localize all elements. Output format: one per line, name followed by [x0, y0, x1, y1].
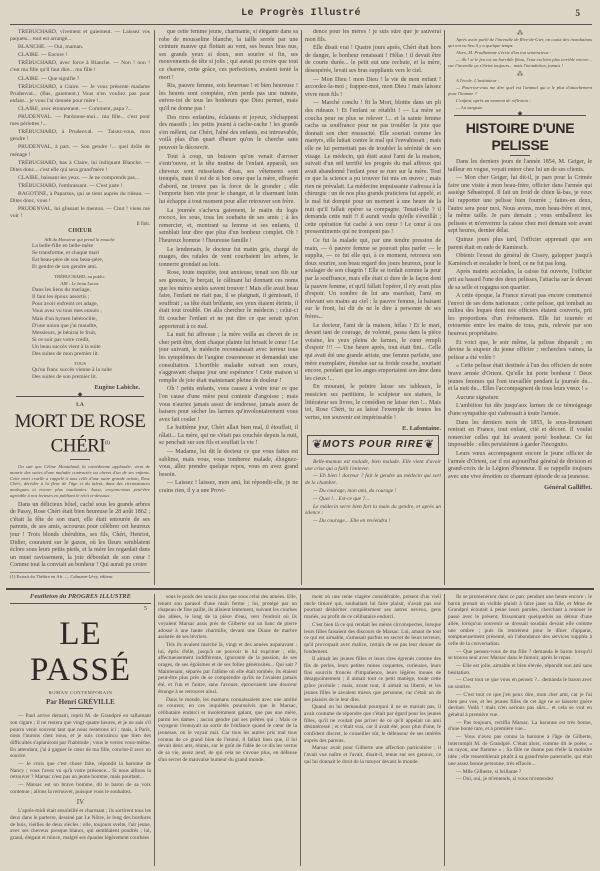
dialogue-line: TRÉBUCHARD, à Claire. — Je vous présente madame Prudenval... (Bas, gaiement.) Vous n'en vouliez pas pour enfant... je vous l'ai donnée pour mère !... — [10, 83, 150, 104]
column-rule — [444, 30, 445, 585]
mots-pour-rire-banner — [307, 435, 439, 455]
paragraph: Quand on lui demandait pourquoi il ne se mariait pas, il avait coutume de répondre que c'était par égard pour les jeunes filles, qu'il ne voulait pas priver de ce qu'il appelait un ami désintéressé ; et c'était vrai, car il avait été, pour plus d'une, le confident discret, le conseiller sûr, le défenseur de ses intérêts auprès des parents. — [304, 704, 441, 744]
pelisse-body — [448, 159, 592, 481]
signature-labiche: Eugène Labiche. — [94, 384, 140, 392]
paragraph: Des rires enfantins, éclatants et joyeux, s'échappent des massifs ; les petits jouent à cache-cache ! les grands s'en mêlent, car Chéri, l'aîné des enfants, est introuvable, voilà plus d'un quart d'heure qu'on le cherche sans pouvoir le découvrir. — [159, 114, 298, 151]
top-column-1 — [10, 29, 150, 585]
asterism-icon: ⁂ — [516, 70, 524, 78]
asterism-icon: ⁂ — [516, 29, 524, 37]
ornament-divider — [454, 115, 586, 116]
paragraph: Et voici que, le soir même, la pelisse disparaît ; on devine la stupeur du jeune officier ; recherches vaines, la pelisse a été volée ! — [448, 339, 592, 361]
feuilleton-number: 5 — [144, 605, 147, 612]
top-column-4 — [448, 29, 592, 585]
paragraph: Le lendemain, le docteur fut matin gris, chargé de nuages, des rafales de vent courbaient les arbres, le tonnerre grondait au loin. — [159, 246, 298, 268]
paragraph: Il aimait les jeunes filles et leurs rires égrenés comme des fils de perles, leurs petites mines coquettes, curieuses, leurs fins sourcils froncés d'impatience, leurs légères moues de désappointement ; il aimait tout ce petit manège, toute cette grâce juvénile ; mais, avant tout, il aimait sa liberté, et les jeunes filles le savaient mieux que personne, car c'était un de ses plaisirs de le leur dire. — [304, 656, 441, 703]
tous-title: TOUS — [74, 361, 86, 367]
dialogue-line: CLAIRE, baissant les yeux. — Je ne comprends pas... — [18, 174, 140, 181]
paragraph: Quinze jours plus tard, l'officier apprenait que son parent était en rade de Kamiesch. — [448, 236, 592, 251]
joke-line: — Eh bien ! docteur ? fait le gendre au médecin qui sort de la chambre. — [305, 473, 441, 487]
paragraph: Elle disait vrai ! Quatre jours après, Chéri était hors de danger, le bonheur renaissait ! Hélas ! il devait être de courte durée... le petit eut une rechute, et la mère, désespérée, levait ses bras suppliants vers le ciel. — [305, 45, 441, 74]
jester-ornament-icon: ❦ — [311, 436, 323, 451]
couplet-title: TRÉBUCHARD, au public. — [54, 274, 106, 279]
dialogue-line: TRÉBUCHARD, avec force à Blanche. — Non ! non ! c'est ma fille qu'il faut dire... ma fille ! — [10, 60, 150, 74]
dialogue-line: BLANCHE. — Oui, maman. — [18, 44, 84, 51]
paragraph: Dans les derniers jours de l'année 1854, M. Geiger, le tailleur en vogue, voyait entrer chez lui un de ses clients. — [448, 159, 592, 173]
newspaper-title: Le Progrès Illustré — [241, 8, 361, 19]
paragraph: — Mlle Gilberte, si brillante ? — [456, 768, 522, 775]
rose-cheri-conclusion — [305, 29, 441, 422]
paragraph: Leurs vœux accompagnent encore le jeune officier de l'armée d'Orient, car il est aujourd'hui général de division et grand-croix de la Légion d'honneur. Il se rappelle toujours avec une vive émotion ce charmant épisode de sa jeunesse. — [448, 450, 592, 480]
paragraph: La nuit fut affreuse ; la mère veilla au chevet de ce cher petit être, dont chaque plainte lui brisait le cœur ! Le jour suivant, le médecin reconnaissait avec terreur tous les symptômes de l'angine couenneuse et demandait une consultation. L'horrible maladie suivait son cours, s'aggravant chaque jour une espérance ! Cette maison si remplie de joie était maintenant pleine de douleur ! — [159, 332, 298, 384]
paragraph: Tels ils avaient marché là, vingt et des années auparavant : lui, épris d'elle, jusqu'à ne pouvoir le lui exprimer ; elle, affectueusement indifférente, ignorante de la passion, de ses orages, de ses égoïsmes et de ses folles générosités... Qui sait ? Maintenant, séparés par l'abîme où elle était tombée, ils étaient peut-être plus près de se comprendre qu'ils ne l'avaient jamais été, et l'un et l'autre, sans l'avouer, éprouvaient une douceur étrange à se retrouver ainsi. — [158, 641, 297, 695]
dialogue-line: CLAIRE. — Que signifie ? — [18, 75, 80, 82]
dialogue-line: RAGOTINE, à Paparsus, qui se tient auprès du rideau. — Dites donc, vous ! — [10, 190, 150, 205]
title-underline — [69, 708, 93, 709]
novel-author: Par Henri GRÉVILLE — [46, 698, 115, 707]
paragraph: que cette femme jeune, charmante, si élégante dans sa robe de mousseline blanche, la taille serrée par une ceinture mauve qui flottait au vent, ses beaux bras nus, ses grands yeux si doux, son sourire si fin, ses mouvements de tête si jolis ; qui aurait pu croire que tout ce charme, cette grâce, ces perfections, avaient tenté la mort ! — [159, 29, 298, 81]
paragraph: — Paul arrive demain, reprit M. de Grandpré en rallumant son cigare ; il ne restera que vingt-quatre heures, et je ne sais s'il pourra venir souvent tant que nous resterons ici ; mais, à Paris, nous l'aurons chez nous, et je suis convaincu que bien des difficultés s'aplaniront par l'habitude ; vous le verrez vous-même. En attendant, j'ai à gagner le cœur de ma fille, conclut-il avec un sourire. — [10, 713, 151, 760]
paragraph: Après maints accolades, la caisse fut ouverte, l'officier prit au hasard l'une des deux pelisses, l'attacha sur le devant de sa selle et regagna son quartier. — [448, 269, 592, 291]
dialogue-line: TRÉBUCHARD, bas à Claire, lui indiquant Blanche. — Dites donc... c'est elle qui sera grand'mère ! — [10, 159, 150, 173]
ornament-divider — [16, 396, 144, 397]
dialogue-line: PRUDENVAL. — Pardonne-moi... ma fille... c'est pour mes périettes !... — [10, 114, 150, 128]
verse-line: Il faut les époux assortis ; — [32, 294, 90, 301]
column-rule — [154, 594, 155, 866]
title-underline — [510, 155, 530, 156]
feuilleton-header: Feuilleton du PROGRÈS ILLUSTRÉ — [10, 594, 151, 604]
paragraph: ment où une rente viagère considérable, présent d'un vieil oncle timoré qui, souhaitant lui faire plaisir, n'avait pas osé pourtant déshériter complètement ses autres neveux, gens mariés, au profit de ce célibataire endurci. — [304, 594, 441, 621]
verse-line: Mais d'un hymen hétéroclite, — [32, 315, 98, 322]
verse-line: La belle-fille en belle-mère — [32, 242, 94, 249]
top-column-3 — [305, 29, 441, 585]
paragraph: — Pas toujours, rectifia Marsac. La baronne est très bonne, d'une bonté rare, et à première vue... — [448, 719, 592, 733]
dialogue-line: CLAIRE, avec étonnement. — Comment, papa ?... — [18, 105, 133, 112]
article-intro: On sait que Céline Montaland, la comédienne applaudie, vient de mourir des suites d'une maladie contractée au chevet d'un de ses enfants. Cette mort cruelle a rappelé à tous celle d'une autre grande artiste, Rose Chéri, décédée à la fleur de l'âge et du talent, dans des circonstances analogues et encore plus touchantes. Aussi, croyons-nous peut-être agréable à nos lecteurs en publiant le récit ci-dessous : — [10, 463, 150, 498]
chorus-air: AIR du Monsieur qui prend la mouche. — [44, 236, 116, 242]
paragraph: Le docteur, l'ami de la maison, hélas ! Et le mari, devant tant de courage, de volonté, passa dans la pièce voisine, les yeux pleins de larmes, le cœur rempli d'espoir !!! — Une heure après, tout était fini... Celle qui avait été une grande artiste, une femme parfaite, une mère exemplaire, étendue sur sa froide couche, souriant encore, pendant que les anges emportaient son âme dans les cieux !... — [305, 322, 441, 382]
paragraph: Le huitième jour, Chéri allait bien mal, il étouffait, il râlait... La mère, qui ne s'était pas couchée depuis la nuit, se penchait sur son fils et souffait la vie ! — [159, 425, 298, 447]
verse-line: Est beau-père de son beau-père, — [32, 256, 104, 263]
anecdote-text: — Pourriez-vous me dire quel est l'animal qui a le plus d'attachement pour l'homme ? — [448, 85, 592, 96]
dialogue-line: TRÉBUCHARD, à Prudenval. — Taisez-vous, mon gendre ! — [10, 129, 150, 143]
paragraph: — Vous n'avez pas connu la baronne à l'âge de Gilberte, interrompit M. de Grandpré. C'était alors, comme dit le poète, « un rayon, une flamme » ; Sa fille ne donne pas d'elle la moindre idée ; elle ressemblerait plutôt à sa grand'mère paternelle, qui était une assez bonne personne, très effacée... — [448, 734, 592, 767]
feuilleton-column-1 — [10, 594, 151, 866]
anecdote-text: — La sangsue. — [456, 105, 484, 110]
joke-line: — Quoi !... Est-ce que ?... — [313, 495, 370, 502]
paragraph: « Cette pelisse était destinée à l'un des officiers de notre brave armée d'Orient. Qu'elle lui porte bonheur ! Deux jeunes femmes qui l'ont travaillée pendant la journée du... et la nuit du... Elles l'accompagnent de tous leurs vœux ! » — [448, 363, 592, 393]
column-rule — [154, 30, 155, 585]
play-dialogue — [10, 29, 150, 220]
column-rule — [300, 594, 301, 866]
paragraph: — Madame, lui dit le docteur ce que vous faites est sublime, mais vous, vous tomberez malade, éloignez-vous, allez prendre quelque repos, vous en avez grand besoin. — [159, 449, 298, 478]
paragraph: Obtenir l'exeat du général de Cissey, galopper jusqu'à Kamiesch et escalader le bord, ce ne fut pas long. — [448, 253, 592, 267]
paragraph: sous le poids des soucis plus que sous celui des années. Elle, tenant son parasol d'une main ferme ; lui, protégé par un chapeau de fine paille, ils allaient lentement, suivant les courbes des allées, le long de la pièce d'eau, vers l'endroit où ils voyaient Marsac assis près de Gilberte sur un banc de pierre adossé à une haute charmille, devant une Diane de marbre assistée de ses lévriers. — [158, 594, 297, 641]
anecdote-text: A l'école. L'instituteur : — [456, 78, 500, 83]
paragraph: Ils se promenèrent dans ce parc pendant une heure encore ; le baron prenait un visible plaisir à faire jaser sa fille, et Mme de Grandpré écoutait à peine leurs paroles, cherchant à renouer le passé avec le présent, frissonnant quelquefois au détour d'une allée, lorsqu'un souvenir se dressait soudain devant elle comme une ombre ; puis ils rentrèrent pour le dîner d'apparat, somptueusement présenté, où l'abondance des services suppléa à celle de la conversation. — [448, 594, 592, 647]
joke-line: — Du courage... Elle en reviendra ! — [313, 518, 391, 525]
paragraph: dence pour les mères ! je suis sûre que je sauverai mon fils. — [305, 29, 441, 43]
novel-title: LE PASSÉ — [29, 616, 132, 689]
signature-galliffet: Général Galliffet. — [544, 484, 592, 492]
verse-line: Des suites de son premier lit. — [32, 374, 97, 381]
paragraph: C'est bien là ce qui rendait les mères circonspectes, lorsque leurs filles faisaient des discours de Marsac. Lui, amant de tout ce qui est aimable, s'amusait parfois en secret de leurs terreurs, qu'il provoquait avec malice, certain de ne pas leur donner de fondement. — [304, 621, 441, 655]
paragraph: Oh ! petits enfants, vous causez à votre tour ce que l'on cause d'une mère peut contenir d'angoisse ; mais vous n'auriez jamais assez de tendresse, jamais assez de baisers pour sécher les larmes qu'involontairement vous avez fait couler ! — [159, 386, 298, 423]
anecdote-text: L'enfant, après un moment de réflexion : — [456, 98, 531, 103]
paragraph: En mourant, le peintre laisse ses tableaux, le musicien ses partitions, le sculpteur ses statues, le littérateur ses livres, le comédien ne laisse rien !... Mais toi, Rose Chéri, tu as laissé l'exemple de toutes les vertus, ton souvenir est impérissable ! — [305, 384, 441, 421]
masthead — [10, 4, 592, 25]
paragraph: — Oui, oui, je m'entends, si vous m'entendez — [456, 776, 554, 783]
paragraph: Aucune signature. — [456, 394, 500, 401]
paragraph: — C'est tout ce que vous en pensez ?... demanda le baron avec un sourire. — [448, 677, 592, 691]
paragraph: — Marsac est un brave homme, dit le baron de sa voix contenue ; allons la retrouver, puisque vous le souhaitez. — [10, 782, 151, 795]
signature-lafontaine: E. Lafontaine. — [402, 425, 441, 433]
article-title-rose-cheri: MORT DE ROSE CHÉRI$^{(1)}$ — [14, 410, 146, 456]
paragraph: — Mon cher Geiger, lui dit-il, je pars pour la Crimée faire une visite à mon beau-frère, officier dans l'armée qui assiège Sébastopol. Il fait un froid de chien là-bas, je veux lui rapporter une pelisse bien fourrée ; faites-en deux, l'autre sera pour moi. Nous avons, mon beau-frère et moi, la même taille. Je pars demain ; vous emballerez les pelisses et m'enverrez la caisse chez moi demain soir avant sept heures, dernier délai. — [448, 175, 592, 235]
column-rule — [444, 594, 445, 866]
anecdote-text: Alors, M. Prudhomme s'écrie d'un ton sentencieux : — [456, 50, 552, 55]
column-rule — [301, 30, 302, 585]
paragraph: — Que pensez-vous de ma fille ? demanda le baron lorsqu'il se trouva seul avec Marsac dans le fumoir, après le repas. — [448, 648, 592, 662]
couplet-verses — [10, 287, 150, 358]
verse-line: Et gendre de son gendre ami. — [32, 263, 98, 270]
joke-line: — Du courage, mon ami, du courage ! — [313, 488, 397, 495]
verse-line: Se transforme, et chaque mari — [32, 249, 99, 256]
novel-text: L'après-midi était ensoleillé et charmant ; ils sortirent tous les deux dans le parterre, dessiné par Le Nôtre, le long des bordures de buis, vieilles de deux siècles : elle, toujours svelte, l'air jeune, avec ses cheveux presque blancs, qui semblaient poudrés ; lui, grand, élégant et mince, malgré ses épaules légèrement courbées — [10, 808, 151, 842]
novel-text — [304, 594, 441, 766]
verse-line: Messieurs, je bénirai le fruit, — [32, 329, 97, 336]
paragraph: A cette époque, la France n'avait pas encore commencé l'envoi de ses dons nationaux ; cette pelisse, qui tombait au milieu des loques dont nos officiers étaient couverts, prit les proportions d'un événement. Elle fut tournée et retournée entre les mains de tous, puis, relevée par son heureux propriétaire. — [448, 293, 592, 338]
feuilleton-column-2 — [158, 594, 297, 866]
paragraph: — Elle est jolie, aimable et bien élevée, répondit son ami sans hésitation. — [448, 663, 592, 676]
top-column-2 — [159, 29, 298, 585]
page-number: 5 — [575, 8, 580, 18]
joke-line: Le médecin serre bien fort la main du gendre, et après un silence : — [305, 503, 441, 517]
paragraph: Dans le monde, les mamans connaissaient avec une amitié ce coureur, en ces inquiétés poursuivis que le Marsac, célibataire endurci et insolemment galant, que pas une mère, parmi les dames ; aucun gendre par ses prêtres qui ; Mais ce voyageur l'ennuyait au sortir de l'enfance quand le cœur de la jeunesse, on le voyait mal. Car tous les autres pris mal tous connus de ce grand bien de l'ennui, il fallait bien que, il lui devait deux arts, réunis, sur le goût de l'idée de ce dis les vertus de sa vie, assez neuf, de qui cela ne s'avoue plus, en défense d'un secret de mauvaise humeur du grand monde. — [158, 696, 297, 763]
novel-text — [448, 594, 592, 783]
anecdote-text: — Ah ! si le feu est un horrible fléau, l'eau est bien plus terrible encore... car l'incendie ça s'éteint toujours... mais l'inondation, jamais ! — [448, 57, 592, 68]
footnote: (1) Extrait du Théâtre en Afr. — Calmann-Lévy, éditeur. — [10, 572, 150, 580]
couplet-air: AIR : Le beau Lucas. — [60, 281, 100, 287]
verse-line: Si ce soir par votre crédit, — [32, 336, 90, 343]
article-title-pelisse: HISTOIRE D'UNE PELISSE — [465, 120, 575, 153]
paragraph: Marsac avait pour Gilberte une affection particulière ; il l'avait vue naître et l'avait, disait-il, tenue sur ses genoux, ce qui lui donnait le droit de la tutoyer devant le monde. — [304, 745, 441, 765]
verse-line: Vous avez vu tous mes ennuis ; — [32, 308, 102, 315]
paragraph: Dans les derniers mois de 1855, le sous-lieutenant rentrait en France, tout enfant, cité et décoré. Il voulut remercier celles qui lui avaient porté bonheur. Ce fut impossible : elles persistèrent à garder l'incognito. — [448, 419, 592, 449]
novel-text — [158, 594, 297, 764]
paragraph: — Je crois que c'est chose faite, répondit la baronne de Nancy ; vous l'avez vu qu'à votre présence... Si nous allions la retrouver ? Marsac n'est pas un jeune homme, mais pourtant... — [10, 761, 151, 781]
verse-line: Des suites de mon premier lit. — [32, 351, 100, 358]
paragraph: — Mon Dieu ! mon Dieu ! la vie de mon enfant ! accordez-la-moi ; frappez-moi, mon Dieu ! mais laissez vivre mon fils ! — [305, 76, 441, 98]
verse-line: Dans les liens du mariage, — [32, 287, 91, 294]
chapter-number: IV — [76, 797, 85, 806]
paragraph: — Laissez ! laissez, mon ami, lui répondit-elle, je ne crains rien, il y a une Provi- — [159, 480, 298, 495]
article-kicker: LA — [76, 401, 84, 408]
paragraph: Ris, pauvre femme, sois heureuse ! et bien heureuse ! les heures sont comptées, n'en perds pas une minute, enivre-toi de tous les bonheurs que Dieu permet, mais qu'il ne donne pas ! — [159, 83, 298, 112]
verse-line: D'une union que j'ai maudite, — [32, 322, 98, 329]
feuilleton-column-4 — [448, 594, 592, 866]
paragraph: — Marché conclu ! fit la Mort, blottie dans un pli des rideaux ! Et l'enfant se rétablit ! — La mère se coucha pour ne plus se relever !... et la sainte femme cacha sa souffrance pour ne pas troubler la joie que donnait son cher ressuscité. Elle souriait comme les martyrs, elle luttait contre le mal qui l'envahissait ; mais elle ne lui permettait pas de troubler la sérénité de son visage. Le médecin, qui était aussi l'ami de la maison, suivait d'un œil terrifié les progrès du mal affreux qui avait abandonné l'enfant pour se ruer sur la mère. Tout ce que la science a pu trouver fut mis en œuvre ; mais rien ne prévalait. La médecine impuissante s'adressa à la chirurgie : un de nos plus grands praticiens fut appelé, et le mal fut dompté pour un moment à une heure de la nuit qu'il fallait opérer sa compagne. Tenait-elle ? il demanda cette nuit !! il aurait voulu qu'elle s'éveillât ; cette opération fut caché à son cœur ! Le cœur à ces pressentiments qui ne trompent pas ! — [305, 100, 441, 236]
paragraph: — C'est tout ce que j'en peux dire, mon cher ami, car je l'ai bien peu vue, et les jeunes filles de cet âge ne se laissent guère deviner. Voilà ! mais n'en serions pas sûrs... et cela se voit en général à première vue. — [448, 691, 592, 718]
novel-subtitle: ROMAN CONTEMPORAIN — [48, 690, 113, 696]
chorus-title: CHŒUR — [68, 228, 92, 235]
verse-line: Qu'un franc succès vienne à la suite — [32, 367, 112, 374]
mots-pour-rire-title: MOTS POUR RIRE — [322, 439, 424, 451]
section-divider — [6, 588, 594, 590]
verse-line: Pour avoir enfreint cet adage, — [32, 301, 99, 308]
feuilleton-column-3 — [304, 594, 441, 866]
novel-text — [10, 713, 151, 795]
paragraph: La journée s'acheva gaiement, le matin du logis rococo, les sous, tous les souhaits de ses amis ; à les remercier, et, montrant sa femme et ses enfants, il semblait leur dire que plus d'un bonheur complet. Oh ! l'heureux homme ! l'heureuse famille ! — [159, 207, 298, 245]
joke-line: Belle-maman est malade, bien malade. Elle vient d'avoir une crise qui a failli l'enlever. — [305, 458, 441, 472]
dialogue-line: TRÉBUCHARD, vivement et gaiement. — Laissez vos paquets... tout est arrangé... — [10, 29, 150, 43]
paragraph: Ce fut la malade qui, par une tendre pression de main, — ô pauvre femme se pouvait plus parler — le supplia, — ce fut elle qui, à ce moment, retrouva son doux sourire, son beau regard des jours heureux, pour le soulager de son chagrin ! Elle se tordait comme la peur par la souffrance, mais elle était si dure de la façon dont la pauvre femme, et qu'il fallait l'opérer, il n'y avait plus d'espoir. Un sombre de lui ans marchait, l'ami en relevant ses mains au ciel : la pauvre femme, la baisant sur le front, lui dit de ne le dire à personne de ses frères... — [305, 238, 441, 320]
tous-verses — [10, 367, 150, 381]
rose-cheri-continued — [159, 29, 298, 496]
anecdote-text: Après avoir parlé de l'incendie de Rive-de-Gier, on cause des inondations qui ont eu lieu il y a quelque temps. — [448, 37, 592, 48]
stage-note: Il finit. — [136, 222, 150, 228]
dialogue-line: PRUDENVAL, lui glissant le menton. — Chut ! viens me voir ! — [10, 206, 150, 220]
article-body: Dans un délicieux hôtel, caché sous les grands arbres de Passy, Rose Chéri était bien heureuse le 28 août 1862 ; c'était la fête de son mari, elle était entourée de ses parents, de ses amis, accourus pour célébrer cet heureux jour ! Trois blonds chérubins, ses fils, Chéri, Henriot, Didier, couraient sur le gazon, où les fleurs semblaient éclore sous leurs petits pieds, et la mère les regardait dans un muet ravissement, la joie débordait de son cœur ! Comme tout la conviait au bonheur ! Qui aurait pu croire — [10, 501, 150, 569]
verse-line: Un beau succès vient à la suite — [32, 343, 101, 350]
mots-pour-rire-text — [305, 459, 441, 525]
dialogue-line: CLAIRE. — Encore ! — [18, 52, 68, 59]
jester-ornament-icon: ❦ — [423, 436, 435, 451]
paragraph: L'ambition fut dès jusqu'aux larmes de ce témoignage d'une sympathie qui s'adressait à toute l'armée. — [448, 403, 592, 417]
title-underline — [70, 459, 90, 460]
dialogue-line: TRÉBUCHARD, l'embrassant. — C'est juste ! — [18, 182, 123, 189]
paragraph: Tout à coup, un buisson qu'on venait d'arroser s'entr'ouvre, et la tête mutine de l'enfant apparaît, ses cheveux sont ruisselants d'eau, ses vêtements sont trempés, mais il est de si bon cœur que la mère, effrayée d'abord, ne trouve pas la force de le gronder ; elle l'emporte bien vite pour le changer, et le charmant lutin lui échappe à tout moment pour aller retrouver son frère. — [159, 153, 298, 206]
paragraph: Rose, toute inquiète, tout anxieuse, tenait son fils sur ses genoux, le berçait, le câlinant lui donnant ces noms que les mères seules savent trouver ! Mais elle avait beau faire, l'enfant ne riait pas, il se plaignait, il gémissait, il souffrait ; sa tête était brûlante, ses yeux étaient éteints, il était tout troublé. On alla chercher le médecin ; celui-ci fit coucher l'enfant et ne put dire ce que serait qu'on apporterait à ce mal. — [159, 270, 298, 330]
chorus-verses — [10, 243, 150, 271]
dialogue-line: PRUDENVAL, à part. — Son gendre !... quel drôle de ménage ! — [10, 144, 150, 158]
